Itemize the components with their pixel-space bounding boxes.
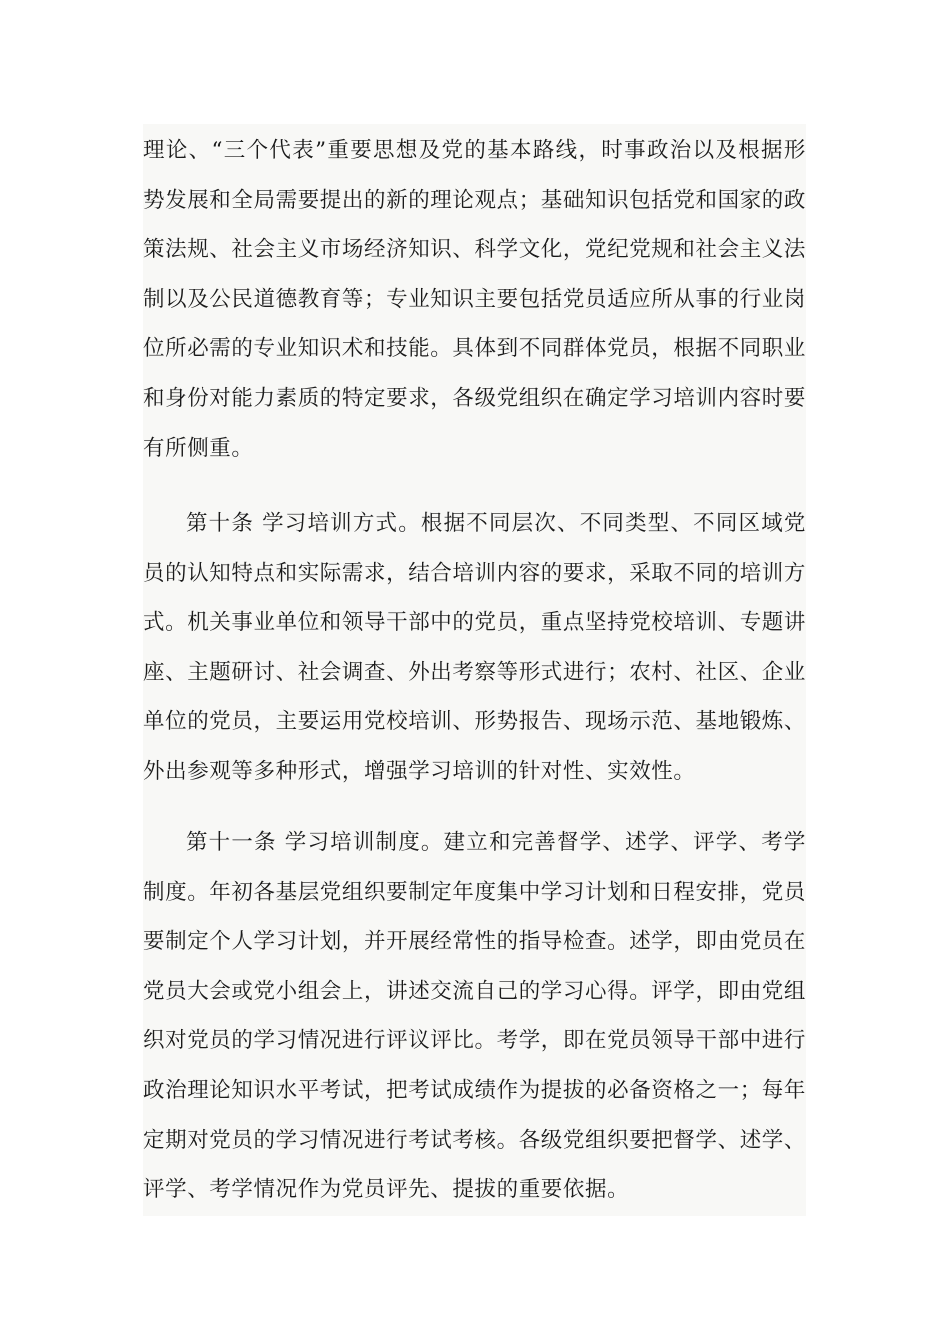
paragraph-article-11: 第十一条 学习培训制度。建立和完善督学、述学、评学、考学制度。年初各基层党组织要制定年度集中学习计划和日程安排，党员要制定个人学习计划，并开展经常性的指导检查。述学，即由党员在党员大会或党小组会上，讲述交流自己的学习心得。评学，即由党组织对党员的学习情况进行评议评比。考学，即在党员领导干部中进行政治理论知识水平考试，把考试成绩作为提拔的必备资格之一；每年定期对党员的学习情况进行考试考核。各级党组织要把督学、述学、评学、考学情况作为党员评先、提拔的重要依据。 <box>143 830 807 1203</box>
paragraph-continuation: 理论、“三个代表”重要思想及党的基本路线，时事政治以及根据形势发展和全局需要提出的新的理论观点；基础知识包括党和国家的政策法规、社会主义市场经济知识、科学文化，党纪党规和社会主义法制以及公民道德教育等；专业知识主要包括党员适应所从事的行业岗位所必需的专业知识术和技能。具体到不同群体党员，根据不同职业和身份对能力素质的特定要求，各级党组织在确定学习培训内容时要有所侧重。 <box>143 138 807 461</box>
paragraph-article-10: 第十条 学习培训方式。根据不同层次、不同类型、不同区域党员的认知特点和实际需求，结合培训内容的要求，采取不同的培训方式。机关事业单位和领导干部中的党员，重点坚持党校培训、专题讲座、主题研讨、社会调查、外出考察等形式进行；农村、社区、企业单位的党员，主要运用党校培训、形势报告、现场示范、基地锻炼、外出参观等多种形式，增强学习培训的针对性、实效性。 <box>143 511 807 784</box>
document-body <box>143 124 806 1216</box>
